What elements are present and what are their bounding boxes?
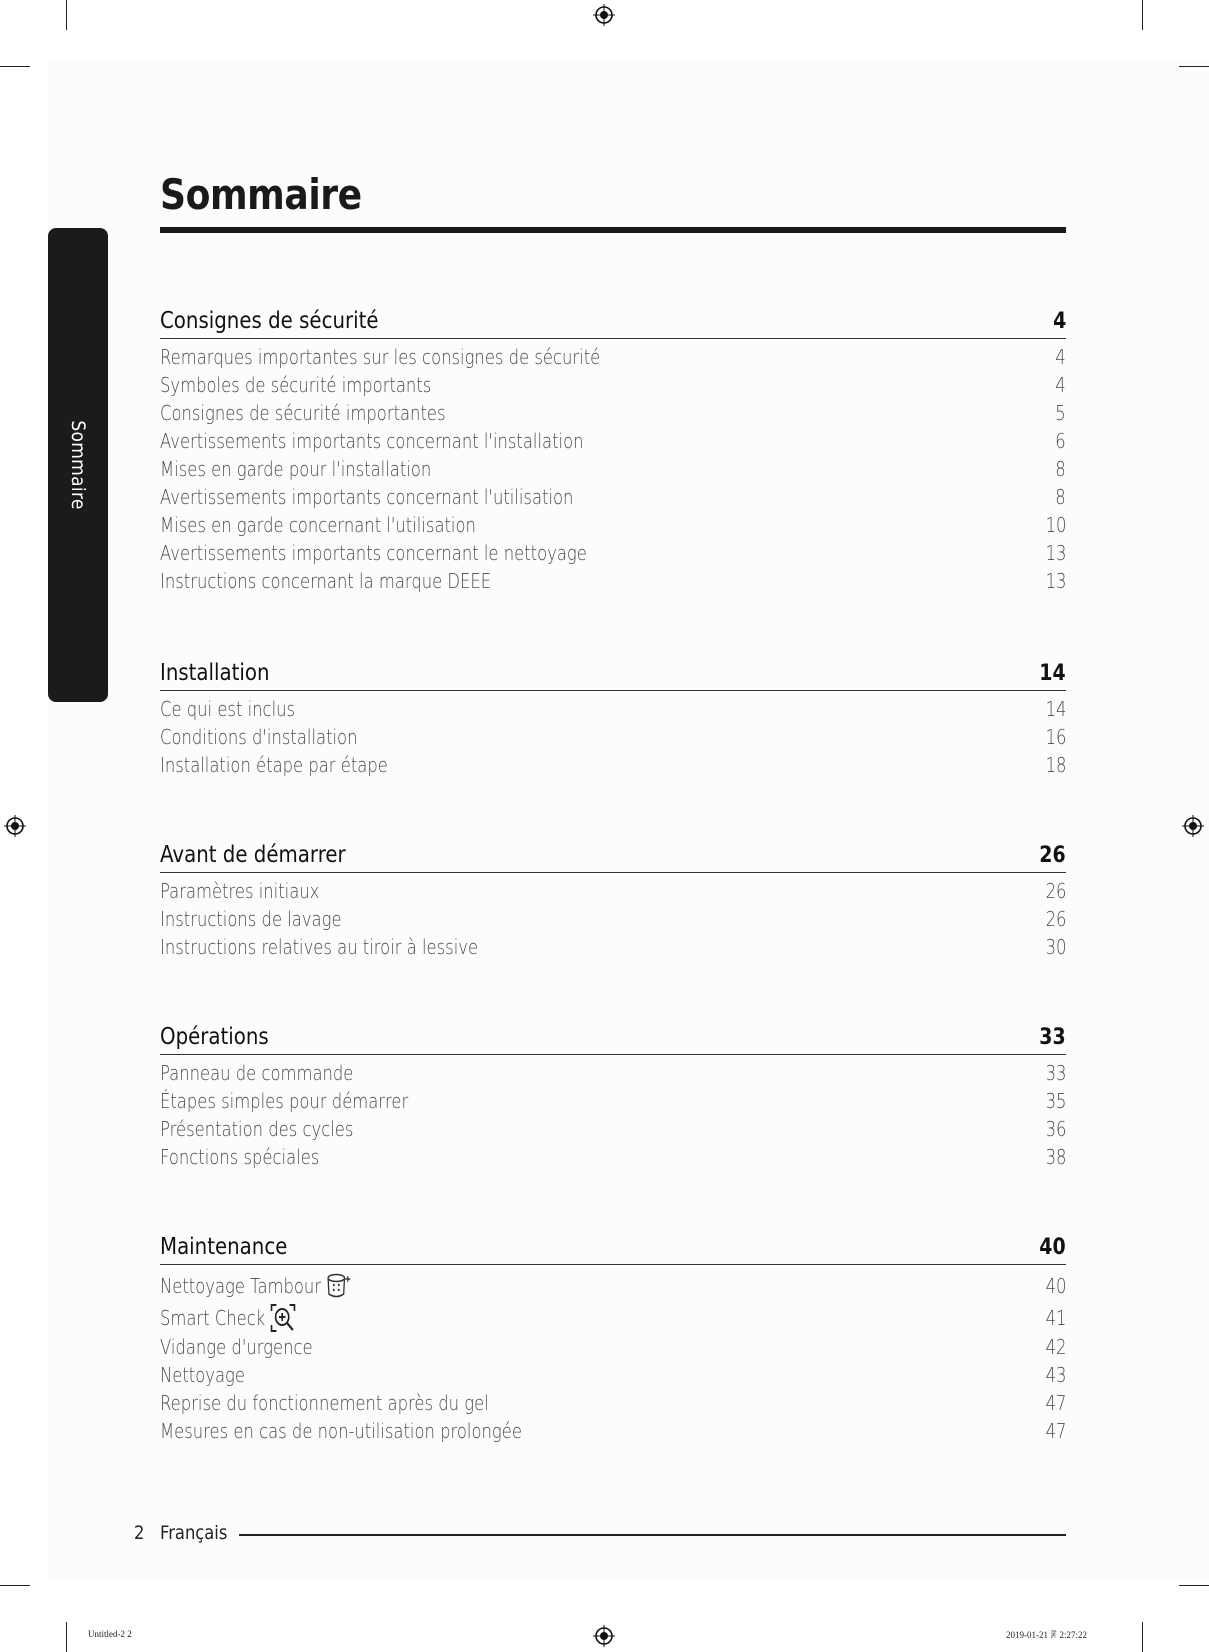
toc-item-page: 40	[1045, 1274, 1066, 1298]
toc-item-page: 4	[1055, 373, 1066, 397]
footer-language: Français	[160, 1522, 228, 1544]
toc-item[interactable]	[160, 1333, 1066, 1361]
toc-item-page: 5	[1055, 401, 1066, 425]
crop-mark	[0, 1585, 30, 1586]
toc-item[interactable]	[160, 567, 1066, 595]
section-title[interactable]: Maintenance	[160, 1234, 288, 1260]
toc-item[interactable]	[160, 371, 1066, 399]
toc-list	[160, 873, 1066, 961]
drum-clean-icon	[326, 1272, 352, 1300]
crop-mark	[0, 66, 30, 67]
toc-item[interactable]	[160, 427, 1066, 455]
toc-item-page: 47	[1045, 1419, 1066, 1443]
toc-item-page: 26	[1045, 907, 1066, 931]
toc-item[interactable]	[160, 539, 1066, 567]
toc-item-page: 42	[1045, 1335, 1066, 1359]
toc-section	[160, 1014, 1066, 1171]
toc-item-page: 43	[1045, 1363, 1066, 1387]
toc-item[interactable]	[160, 455, 1066, 483]
toc-section	[160, 650, 1066, 779]
toc-item[interactable]	[160, 933, 1066, 961]
toc-item-page: 26	[1045, 879, 1066, 903]
toc-item-page: 38	[1045, 1145, 1066, 1169]
section-page[interactable]: 4	[1052, 309, 1066, 334]
section-page[interactable]: 33	[1039, 1025, 1066, 1050]
toc-item[interactable]	[160, 399, 1066, 427]
toc-item-label: Avertissements importants concernant le nettoyage	[160, 541, 587, 565]
toc-item-label: Avertissements importants concernant l'utilisation	[160, 485, 574, 509]
toc-item-page: 14	[1045, 697, 1066, 721]
toc-item[interactable]	[160, 1143, 1066, 1171]
toc-item-label: Symboles de sécurité importants	[160, 373, 432, 397]
toc-item[interactable]	[160, 905, 1066, 933]
toc-item-page: 13	[1045, 569, 1066, 593]
registration-mark-icon	[593, 1625, 615, 1647]
toc-item[interactable]	[160, 877, 1066, 905]
section-header	[160, 832, 1066, 873]
toc-item[interactable]	[160, 1269, 1066, 1303]
crop-mark	[1179, 66, 1209, 67]
toc-item-label: Vidange d'urgence	[160, 1335, 313, 1359]
page-title: Sommaire	[160, 170, 362, 219]
toc-item-label: Avertissements importants concernant l'installation	[160, 429, 584, 453]
toc-item-page: 8	[1055, 485, 1066, 509]
toc-item-label: Instructions relatives au tiroir à lessive	[160, 935, 479, 959]
toc-item-label: Mises en garde pour l'installation	[160, 457, 432, 481]
toc-item-label: Ce qui est inclus	[160, 697, 296, 721]
toc-section	[160, 832, 1066, 961]
toc-item-label	[160, 1303, 296, 1333]
crop-mark	[1179, 1585, 1209, 1586]
toc-item-label: Reprise du fonctionnement après du gel	[160, 1391, 489, 1415]
toc-list	[160, 1265, 1066, 1445]
toc-item-page: 4	[1055, 345, 1066, 369]
section-header	[160, 1224, 1066, 1265]
toc-item-label: Conditions d'installation	[160, 725, 358, 749]
toc-item-label: Instructions de lavage	[160, 907, 342, 931]
toc-list	[160, 339, 1066, 595]
toc-item-page: 6	[1055, 429, 1066, 453]
toc-list	[160, 691, 1066, 779]
crop-mark	[1142, 1622, 1143, 1652]
toc-item-label: Installation étape par étape	[160, 753, 388, 777]
side-tab-label: Sommaire	[67, 420, 89, 510]
toc-item[interactable]	[160, 695, 1066, 723]
toc-item-label: Remarques importantes sur les consignes de sécurité	[160, 345, 601, 369]
toc-item[interactable]	[160, 1303, 1066, 1333]
toc-item[interactable]	[160, 1389, 1066, 1417]
toc-item-page: 33	[1045, 1061, 1066, 1085]
toc-item[interactable]	[160, 751, 1066, 779]
toc-item-page: 30	[1045, 935, 1066, 959]
toc-item[interactable]	[160, 343, 1066, 371]
toc-item[interactable]	[160, 1417, 1066, 1445]
toc-item-page: 18	[1045, 753, 1066, 777]
smart-check-icon	[270, 1303, 296, 1333]
section-header	[160, 650, 1066, 691]
registration-mark-icon	[1182, 815, 1204, 837]
toc-item-page: 41	[1045, 1306, 1066, 1330]
section-title[interactable]: Installation	[160, 660, 270, 686]
toc-item-label	[160, 1272, 352, 1300]
section-page[interactable]: 40	[1039, 1235, 1066, 1260]
print-slug-right: 2019-01-21 ꊲ 2:27:22	[1005, 1630, 1087, 1640]
toc-item-label: Présentation des cycles	[160, 1117, 354, 1141]
toc-item[interactable]	[160, 1059, 1066, 1087]
toc-item[interactable]	[160, 723, 1066, 751]
toc-item-label: Nettoyage	[160, 1363, 245, 1387]
toc-item-label: Fonctions spéciales	[160, 1145, 320, 1169]
footer-divider	[239, 1534, 1066, 1536]
toc-item-label: Étapes simples pour démarrer	[160, 1089, 409, 1113]
section-page[interactable]: 26	[1039, 843, 1066, 868]
toc-item-label: Consignes de sécurité importantes	[160, 401, 446, 425]
toc-item-page: 10	[1045, 513, 1066, 537]
registration-mark-icon	[4, 815, 26, 837]
toc-item[interactable]	[160, 1087, 1066, 1115]
section-title[interactable]: Opérations	[160, 1024, 269, 1050]
toc-item[interactable]	[160, 1361, 1066, 1389]
page-number: 2	[134, 1522, 145, 1544]
toc-item-label: Instructions concernant la marque DEEE	[160, 569, 492, 593]
toc-item-text: Smart Check	[160, 1306, 266, 1330]
toc-item-label: Mesures en cas de non-utilisation prolongée	[160, 1419, 522, 1443]
title-divider	[160, 227, 1066, 233]
toc-item-page: 8	[1055, 457, 1066, 481]
toc-item-page: 13	[1045, 541, 1066, 565]
toc-section	[160, 1224, 1066, 1445]
toc-item-label: Mises en garde concernant l'utilisation	[160, 513, 476, 537]
section-title[interactable]: Avant de démarrer	[160, 842, 346, 868]
toc-item-page: 47	[1045, 1391, 1066, 1415]
toc-item[interactable]	[160, 511, 1066, 539]
toc-item-page: 16	[1045, 725, 1066, 749]
toc-item[interactable]	[160, 483, 1066, 511]
crop-mark	[66, 0, 67, 30]
toc-item-page: 36	[1045, 1117, 1066, 1141]
crop-mark	[1142, 0, 1143, 30]
toc-section	[160, 298, 1066, 595]
toc-item-label: Panneau de commande	[160, 1061, 354, 1085]
section-page[interactable]: 14	[1039, 661, 1066, 686]
section-title[interactable]: Consignes de sécurité	[160, 308, 379, 334]
toc-item-label: Paramètres initiaux	[160, 879, 320, 903]
crop-mark	[66, 1622, 67, 1652]
toc-item-text: Nettoyage Tambour	[160, 1274, 322, 1298]
registration-mark-icon	[593, 4, 615, 26]
print-slug-left: Untitled-2 2	[88, 1629, 132, 1639]
section-header	[160, 1014, 1066, 1055]
toc-item-page: 35	[1045, 1089, 1066, 1113]
toc-list	[160, 1055, 1066, 1171]
section-header	[160, 298, 1066, 339]
toc-item[interactable]	[160, 1115, 1066, 1143]
